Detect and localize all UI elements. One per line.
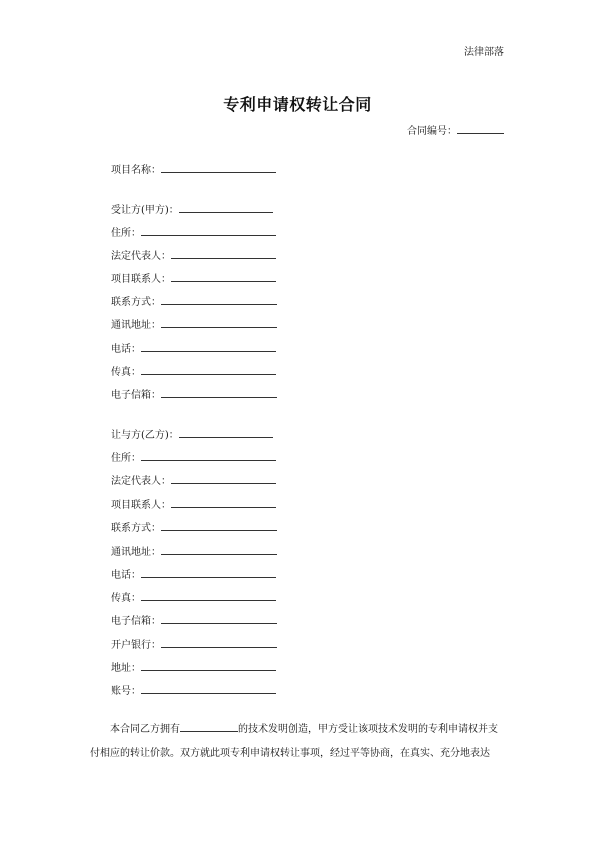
party-b-title-field	[111, 427, 273, 443]
party-a-field	[111, 387, 277, 403]
field-blank[interactable]	[161, 613, 277, 624]
party-b-title-label: 让与方(乙方)：	[111, 430, 179, 441]
field-blank[interactable]	[171, 497, 276, 508]
contract-preamble	[90, 718, 505, 766]
preamble-text-3: 付相应的转让价款。双方就此项专利申请权转让事项，经过平等协商，在真实、充分地表达	[90, 748, 490, 759]
field-blank[interactable]	[141, 364, 276, 375]
field-blank[interactable]	[141, 567, 276, 578]
party-b-field	[111, 590, 276, 606]
party-b-field	[111, 520, 277, 536]
contract-number-field	[407, 122, 504, 137]
field-label: 传真：	[111, 367, 141, 378]
party-b-field	[111, 660, 276, 676]
field-label: 法定代表人：	[111, 251, 171, 262]
field-label: 账号：	[111, 686, 141, 697]
field-label: 项目联系人：	[111, 500, 171, 511]
field-blank[interactable]	[161, 294, 277, 305]
party-a-field	[111, 248, 276, 264]
party-a-field	[111, 364, 276, 380]
project-name-label: 项目名称：	[111, 165, 161, 176]
party-b-title-blank[interactable]	[179, 427, 273, 438]
party-b-field	[111, 637, 277, 653]
party-a-field	[111, 341, 276, 357]
field-label: 通讯地址：	[111, 547, 161, 558]
brand-label: 法律部落	[464, 47, 504, 58]
field-label: 联系方式：	[111, 523, 161, 534]
field-blank[interactable]	[141, 225, 276, 236]
field-blank[interactable]	[161, 544, 277, 555]
field-label: 开户银行：	[111, 640, 161, 651]
party-b-field	[111, 683, 276, 699]
project-name-blank[interactable]	[161, 162, 276, 173]
field-label: 传真：	[111, 593, 141, 604]
field-label: 法定代表人：	[111, 476, 171, 487]
field-blank[interactable]	[141, 590, 276, 601]
contract-number-blank[interactable]	[457, 123, 504, 134]
field-label: 住所：	[111, 228, 141, 239]
field-label: 住所：	[111, 453, 141, 464]
field-label: 电子信箱：	[111, 616, 161, 627]
party-a-field	[111, 271, 276, 287]
project-name-field	[111, 162, 276, 178]
party-b-field	[111, 613, 277, 629]
field-blank[interactable]	[171, 473, 276, 484]
field-blank[interactable]	[161, 637, 277, 648]
field-blank[interactable]	[161, 387, 277, 398]
party-b-field	[111, 544, 277, 560]
field-label: 项目联系人：	[111, 274, 171, 285]
party-b-field	[111, 450, 276, 466]
party-b-field	[111, 473, 276, 489]
party-a-title-label: 受让方(甲方)：	[111, 205, 179, 216]
field-label: 电话：	[111, 344, 141, 355]
field-label: 通讯地址：	[111, 320, 161, 331]
field-blank[interactable]	[171, 248, 276, 259]
field-label: 地址：	[111, 663, 141, 674]
preamble-text-1: 本合同乙方拥有	[110, 724, 180, 735]
party-a-field	[111, 225, 276, 241]
document-title: 专利申请权转让合同	[223, 95, 372, 114]
field-blank[interactable]	[161, 520, 277, 531]
preamble-text-2: 的技术发明创造，甲方受让该项技术发明的专利申请权并支	[238, 724, 498, 735]
field-label: 联系方式：	[111, 297, 161, 308]
field-blank[interactable]	[141, 450, 276, 461]
party-a-title-blank[interactable]	[179, 202, 273, 213]
field-label: 电子信箱：	[111, 390, 161, 401]
party-b-field	[111, 567, 276, 583]
party-a-field	[111, 294, 277, 310]
field-blank[interactable]	[161, 317, 277, 328]
party-a-title-field	[111, 202, 273, 218]
field-blank[interactable]	[171, 271, 276, 282]
field-blank[interactable]	[141, 341, 276, 352]
party-a-field	[111, 317, 277, 333]
invention-blank[interactable]	[180, 721, 238, 732]
field-blank[interactable]	[141, 683, 276, 694]
field-blank[interactable]	[141, 660, 276, 671]
party-b-field	[111, 497, 276, 513]
contract-number-label: 合同编号：	[407, 126, 457, 137]
field-label: 电话：	[111, 570, 141, 581]
